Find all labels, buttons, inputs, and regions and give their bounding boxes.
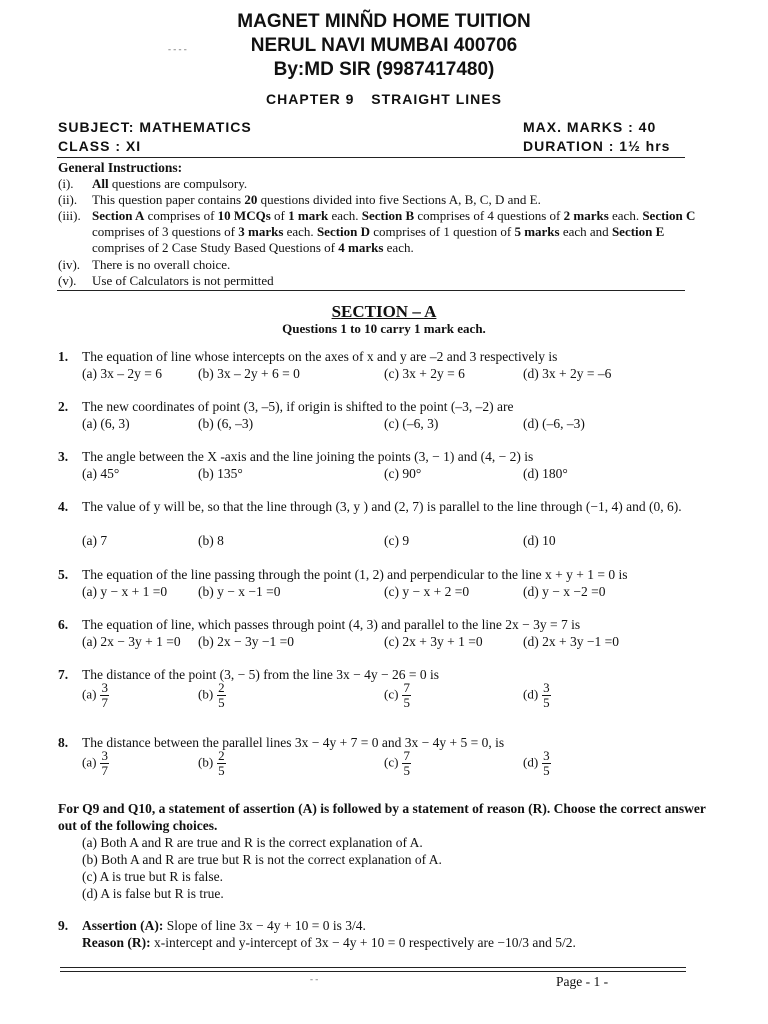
option-d: (d) 2x + 3y −1 =0 (523, 634, 619, 649)
max-marks-label: MAX. MARKS : 40 (523, 119, 657, 135)
fraction (100, 681, 109, 710)
option-a: (a) y − x + 1 =0 (82, 584, 168, 599)
question-number: 6. (58, 617, 69, 632)
instruction-text: There is no overall choice. (92, 257, 231, 272)
question-text: The equation of line whose intercepts on the axes of x and y are –2 and 3 respectively is (82, 349, 558, 364)
option-c: (c) y − x + 2 =0 (384, 584, 470, 599)
question-number: 3. (58, 449, 69, 464)
option-a (82, 749, 109, 778)
fraction-numerator: 3 (101, 680, 108, 695)
instructions-divider (57, 290, 685, 291)
fraction-numerator: 3 (543, 748, 550, 763)
option-c: (c) 2x + 3y + 1 =0 (384, 634, 483, 649)
option-label: (a) (82, 686, 97, 702)
instruction-text: This question paper contains 20 questions divided into five Sections A, B, C, D and E. (92, 192, 541, 207)
option-b: (b) 135° (198, 466, 243, 481)
option-c: (c) 3x + 2y = 6 (384, 366, 465, 381)
reason-label: Reason (R): (82, 935, 151, 950)
option-label: (c) (384, 686, 399, 702)
chapter-title: STRAIGHT LINES (371, 91, 502, 107)
instruction-item (58, 176, 718, 192)
footer-rule-top (60, 967, 686, 968)
question-number: 8. (58, 735, 69, 750)
fraction-denominator: 5 (403, 695, 410, 710)
reason-text: x-intercept and y-intercept of 3x − 4y + 10 = 0 respectively are −10/3 and 5/2. (150, 935, 576, 950)
instruction-text: Section A comprises of 10 MCQs of 1 mark each. Section B comprises of 4 questions of 2 marks each. Section C comprises of 3 questions of 3 marks each. Section D comprises of 1 question of 5 marks each and Section E comprises of 2 Case Study Based Questions of 4 marks each. (92, 208, 696, 255)
author-contact: By:MD SIR (9987417480) (273, 59, 495, 80)
assertion-choice-d: (d) A is false but R is true. (82, 886, 224, 901)
question-number: 5. (58, 567, 69, 582)
question-text: The distance between the parallel lines 3x − 4y + 7 = 0 and 3x − 4y + 5 = 0, is (82, 735, 505, 750)
question-text: The value of y will be, so that the line through (3, y ) and (2, 7) is parallel to the line through (−1, 4) and (0, 6). (82, 499, 682, 514)
instruction-number: (i). (58, 176, 74, 191)
instruction-text: All questions are compulsory. (92, 176, 248, 191)
assertion-text: Slope of line 3x − 4y + 10 = 0 is 3/4. (163, 918, 366, 933)
subject-label: SUBJECT: MATHEMATICS (58, 119, 252, 135)
option-label: (a) (82, 754, 97, 770)
option-b: (b) y − x −1 =0 (198, 584, 281, 599)
footer-rule-bottom (60, 971, 686, 972)
question-number: 7. (58, 667, 69, 682)
instruction-item (58, 257, 718, 273)
option-d (523, 681, 551, 710)
option-label: (b) (198, 754, 214, 770)
chapter-heading (0, 91, 768, 107)
fraction (100, 749, 109, 778)
fraction (402, 749, 411, 778)
instruction-number: (ii). (58, 192, 78, 207)
question-text: The new coordinates of point (3, –5), if origin is shifted to the point (–3, –2) are (82, 399, 514, 414)
option-d: (d) 10 (523, 533, 556, 548)
page-number: Page - 1 - (556, 974, 609, 989)
question-text: The distance of the point (3, − 5) from the line 3x − 4y − 26 = 0 is (82, 667, 440, 682)
institute-address: NERUL NAVI MUMBAI 400706 (250, 35, 518, 56)
class-label: CLASS : XI (58, 138, 142, 154)
option-a: (a) 7 (82, 533, 108, 548)
fraction-numerator: 3 (543, 680, 550, 695)
chapter-label: CHAPTER 9 (266, 91, 355, 107)
fraction-numerator: 7 (403, 748, 410, 763)
fraction-denominator: 5 (543, 695, 550, 710)
fraction (542, 681, 551, 710)
assertion-choice-a: (a) Both A and R are true and R is the correct explanation of A. (82, 835, 423, 850)
option-label: (c) (384, 754, 399, 770)
section-subtitle: Questions 1 to 10 carry 1 mark each. (282, 321, 486, 336)
fraction (402, 681, 411, 710)
institute-name: MAGNET MINÑD HOME TUITION (237, 11, 531, 32)
question-text: The angle between the X -axis and the line joining the points (3, − 1) and (4, − 2) is (82, 449, 534, 464)
option-label: (d) (523, 754, 539, 770)
option-b: (b) (6, –3) (198, 416, 254, 431)
duration-label: DURATION : 1½ hrs (523, 138, 671, 154)
fraction-denominator: 5 (218, 695, 225, 710)
instruction-text: Use of Calculators is not permitted (92, 273, 274, 288)
question-text: The equation of the line passing through the point (1, 2) and perpendicular to the line x + y + 1 = 0 is (82, 567, 628, 582)
option-a: (a) 2x − 3y + 1 =0 (82, 634, 181, 649)
instruction-item (58, 273, 718, 289)
option-c: (c) (–6, 3) (384, 416, 439, 431)
fraction-denominator: 5 (403, 763, 410, 778)
option-b: (b) 2x − 3y −1 =0 (198, 634, 294, 649)
option-c (384, 681, 411, 710)
instruction-number: (iii). (58, 208, 81, 223)
question-text (82, 917, 712, 951)
fraction-denominator: 7 (101, 763, 108, 778)
fraction-numerator: 2 (218, 680, 225, 695)
option-d (523, 749, 551, 778)
instructions-title: General Instructions: (58, 160, 183, 175)
fraction-denominator: 5 (218, 763, 225, 778)
fraction-numerator: 3 (101, 748, 108, 763)
option-c: (c) 9 (384, 533, 410, 548)
fraction-numerator: 2 (218, 748, 225, 763)
fraction-denominator: 5 (543, 763, 550, 778)
assertion-label: Assertion (A): (82, 918, 164, 933)
question-text: The equation of line, which passes through point (4, 3) and parallel to the line 2x − 3y = 7 is (82, 617, 581, 632)
option-c: (c) 90° (384, 466, 422, 481)
option-label: (d) (523, 686, 539, 702)
scan-mark: - - (310, 974, 319, 984)
instruction-item (58, 192, 718, 208)
fraction-numerator: 7 (403, 680, 410, 695)
instruction-number: (iv). (58, 257, 81, 272)
option-a: (a) 3x – 2y = 6 (82, 366, 162, 381)
option-a: (a) (6, 3) (82, 416, 130, 431)
assertion-choice-b: (b) Both A and R are true but R is not the correct explanation of A. (82, 852, 442, 867)
option-c (384, 749, 411, 778)
section-title: SECTION – A (331, 302, 437, 321)
assertion-choice-c: (c) A is true but R is false. (82, 869, 223, 884)
instruction-number: (v). (58, 273, 77, 288)
option-label: (b) (198, 686, 214, 702)
fraction (217, 749, 226, 778)
option-d: (d) y − x −2 =0 (523, 584, 606, 599)
question-number: 1. (58, 349, 69, 364)
option-d: (d) 180° (523, 466, 568, 481)
option-b: (b) 3x – 2y + 6 = 0 (198, 366, 300, 381)
option-a: (a) 45° (82, 466, 120, 481)
fraction-denominator: 7 (101, 695, 108, 710)
question-number: 4. (58, 499, 69, 514)
option-d: (d) (–6, –3) (523, 416, 585, 431)
instruction-item (58, 208, 718, 255)
fraction (542, 749, 551, 778)
option-b (198, 749, 226, 778)
question-number: 2. (58, 399, 69, 414)
option-a (82, 681, 109, 710)
scan-mark: - - - - (168, 44, 187, 54)
assertion-reason-instructions: For Q9 and Q10, a statement of assertion (A) is followed by a statement of reason (R). Choose the correct answer out of the following choices. (58, 801, 706, 833)
fraction (217, 681, 226, 710)
option-b: (b) 8 (198, 533, 224, 548)
header-divider (57, 157, 685, 158)
question-number: 9. (58, 918, 69, 933)
option-d: (d) 3x + 2y = –6 (523, 366, 612, 381)
option-b (198, 681, 226, 710)
